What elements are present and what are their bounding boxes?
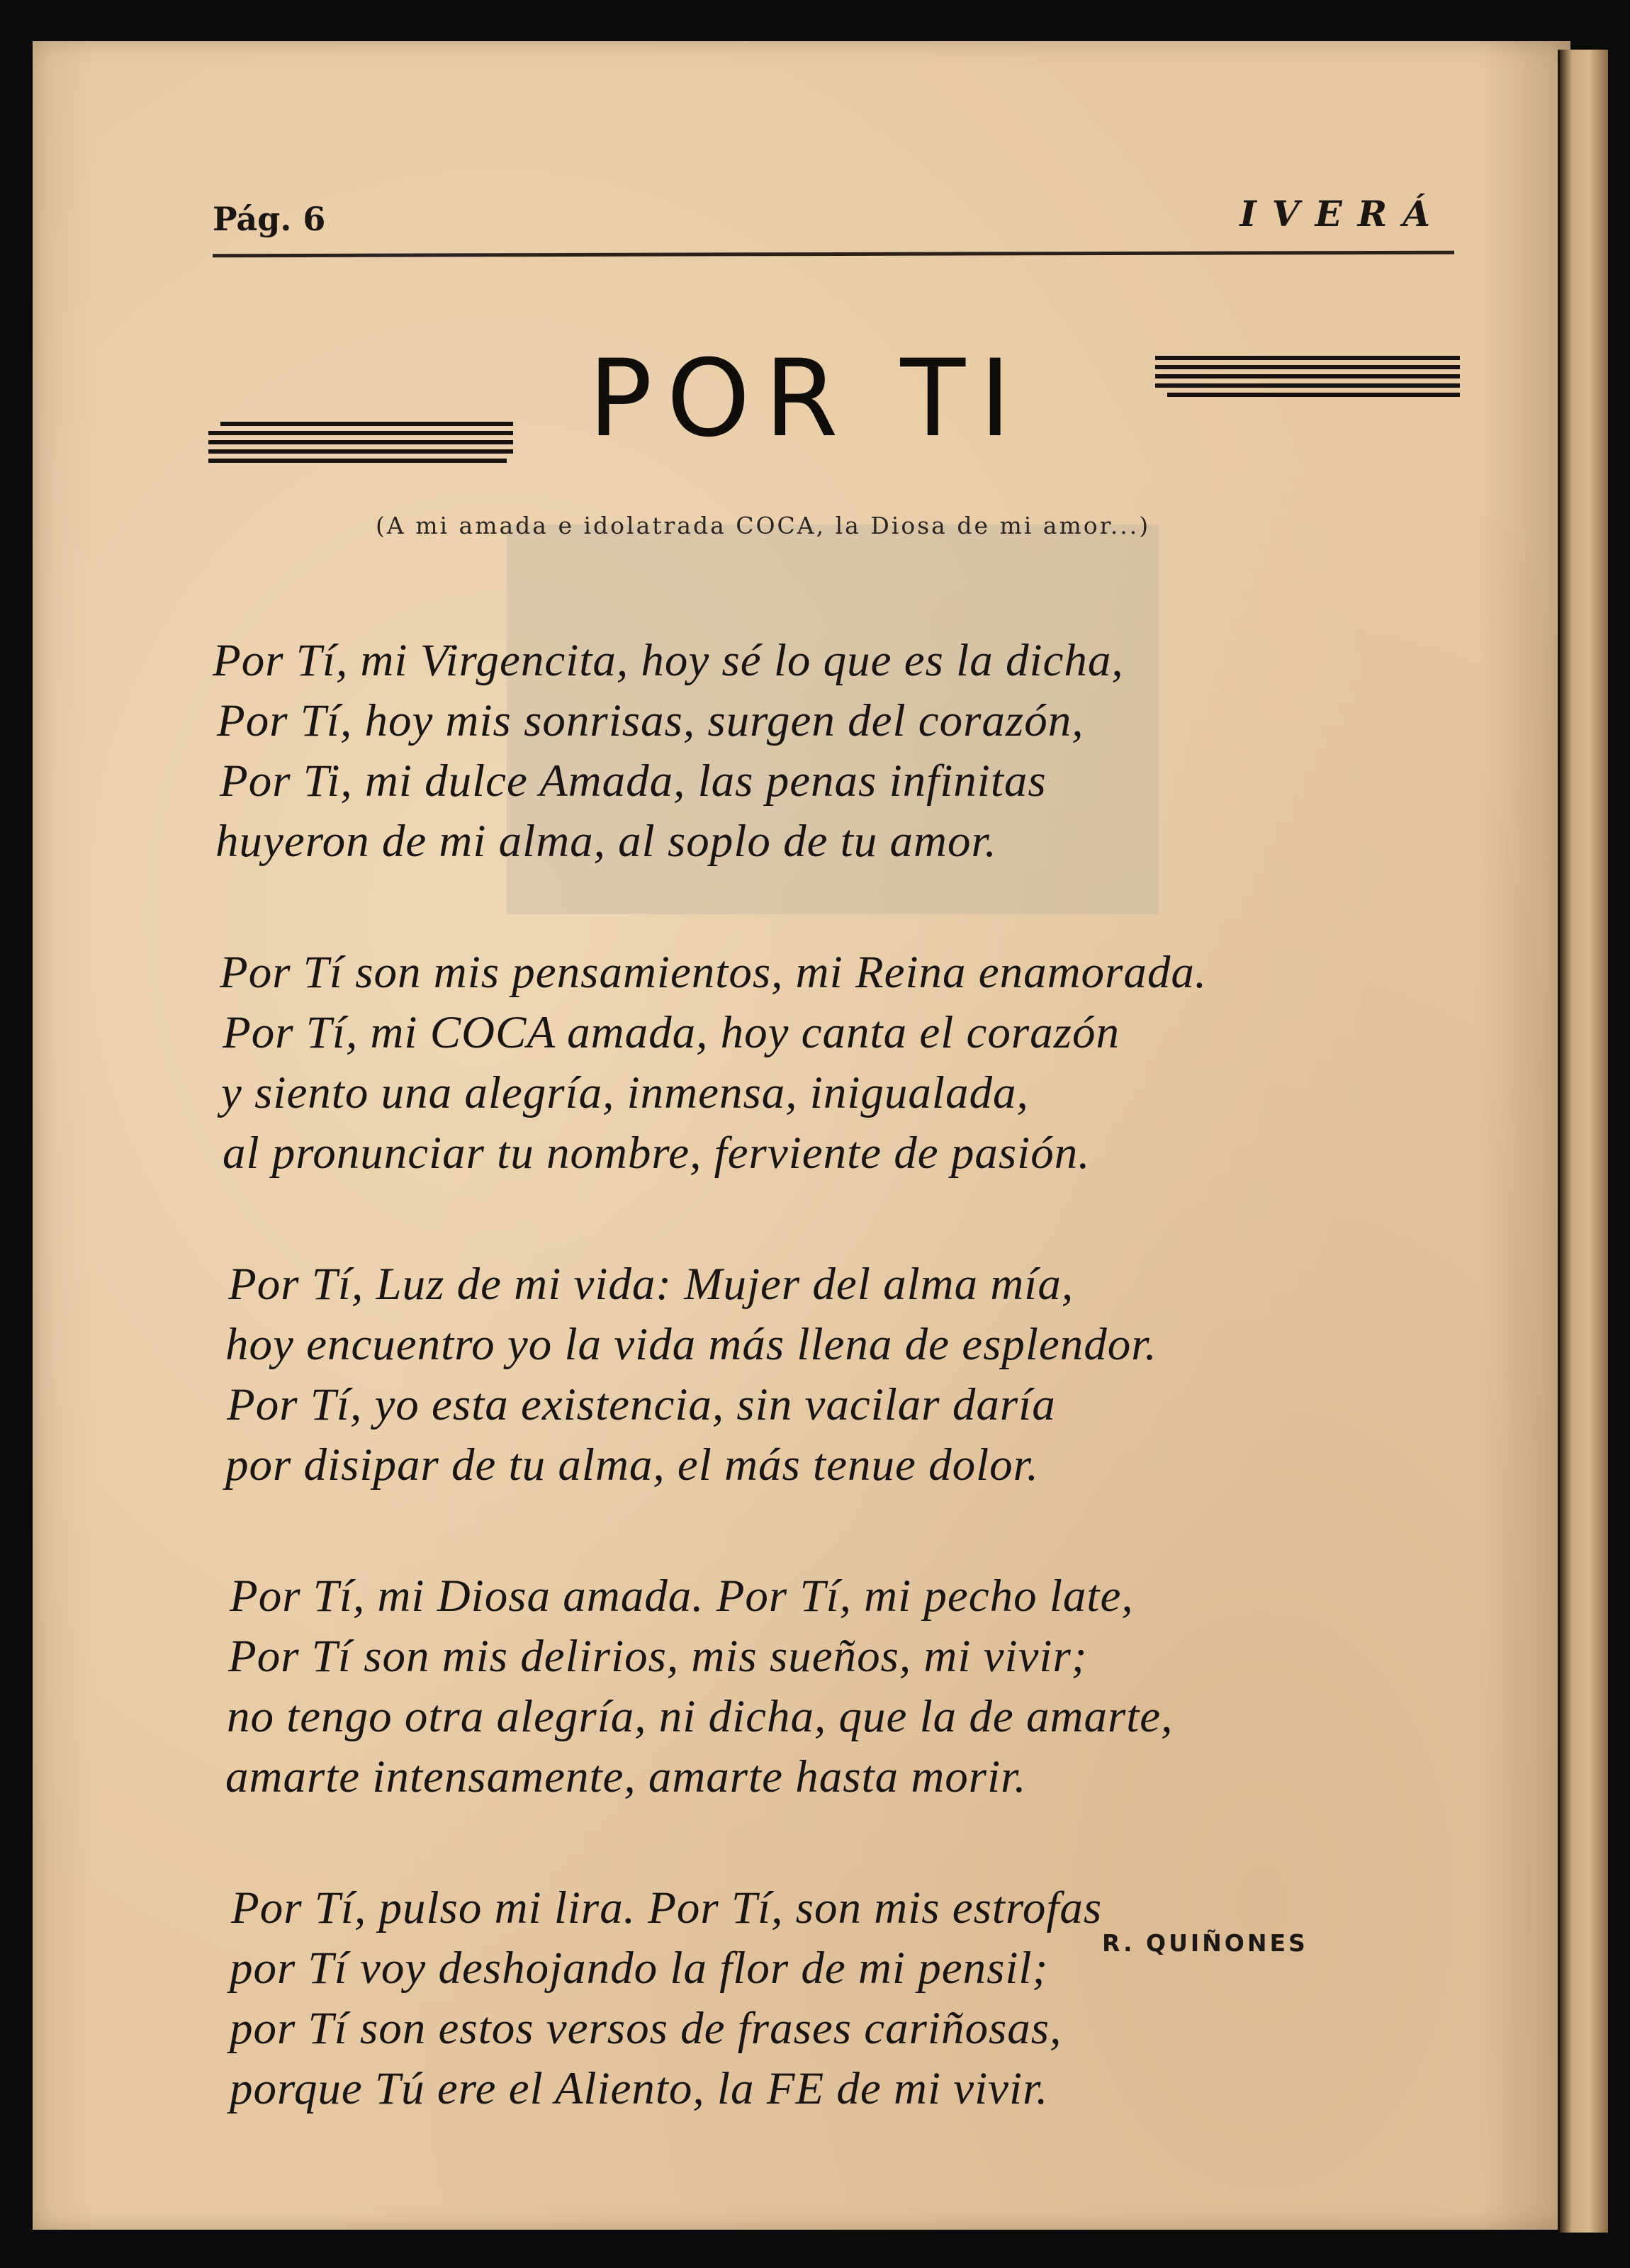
magazine-masthead: IVERÁ xyxy=(1240,193,1446,235)
poem-dedication: (A mi amada e idolatrada COCA, la Diosa de mi amor...) xyxy=(376,512,1151,539)
stanza xyxy=(213,1254,1453,1495)
title-ornament-left xyxy=(208,422,513,463)
poem-line: huyeron de mi alma, al soplo de tu amor. xyxy=(215,816,997,867)
poem-line: no tengo otra alegría, ni dicha, que la de amarte, xyxy=(227,1691,1174,1742)
poem-line: Por Tí son mis pensamientos, mi Reina enamorada. xyxy=(220,947,1208,998)
poem-line: por Tí son estos versos de frases cariñosas, xyxy=(230,2003,1062,2054)
poem-line: Por Tí, hoy mis sonrisas, surgen del corazón, xyxy=(217,695,1084,746)
stanza xyxy=(213,631,1453,872)
poem-line: Por Tí, mi Virgencita, hoy sé lo que es la dicha, xyxy=(213,635,1124,686)
poem-line: al pronunciar tu nombre, ferviente de pasión. xyxy=(223,1128,1091,1179)
stanza xyxy=(213,1878,1453,2119)
stanza xyxy=(213,1566,1453,1807)
poem-line: Por Ti, mi dulce Amada, las penas infinitas xyxy=(220,756,1047,807)
poem-line: hoy encuentro yo la vida más llena de esplendor. xyxy=(225,1319,1157,1370)
page-number: Pág. 6 xyxy=(213,200,326,238)
poem-line: Por Tí, mi Diosa amada. Por Tí, mi pecho late, xyxy=(230,1571,1134,1622)
poem-line: porque Tú ere el Aliento, la FE de mi vivir. xyxy=(230,2063,1049,2114)
poem-line: Por Tí, mi COCA amada, hoy canta el corazón xyxy=(223,1007,1120,1058)
poem-line: por Tí voy deshojando la flor de mi pensil; xyxy=(230,1943,1049,1994)
poem-line: Por Tí, Luz de mi vida: Mujer del alma mía, xyxy=(228,1259,1074,1310)
author-signature: R. QUIÑONES xyxy=(1102,1929,1308,1957)
book-spine xyxy=(1558,50,1608,2233)
poem-line: y siento una alegría, inmensa, inigualada, xyxy=(221,1067,1029,1118)
poem-line: por disipar de tu alma, el más tenue dolor. xyxy=(225,1439,1039,1491)
page-header xyxy=(213,190,1453,240)
poem-line: Por Tí, pulso mi lira. Por Tí, son mis estrofas xyxy=(231,1882,1103,1933)
poem-line: amarte intensamente, amarte hasta morir. xyxy=(225,1751,1027,1802)
poem-title: POR TI xyxy=(588,337,1025,461)
title-ornament-right xyxy=(1155,356,1460,397)
title-block xyxy=(206,333,1460,496)
poem-line: Por Tí, yo esta existencia, sin vacilar daría xyxy=(227,1379,1056,1430)
stanza xyxy=(213,943,1453,1184)
poem-line: Por Tí son mis delirios, mis sueños, mi vivir; xyxy=(228,1631,1088,1682)
